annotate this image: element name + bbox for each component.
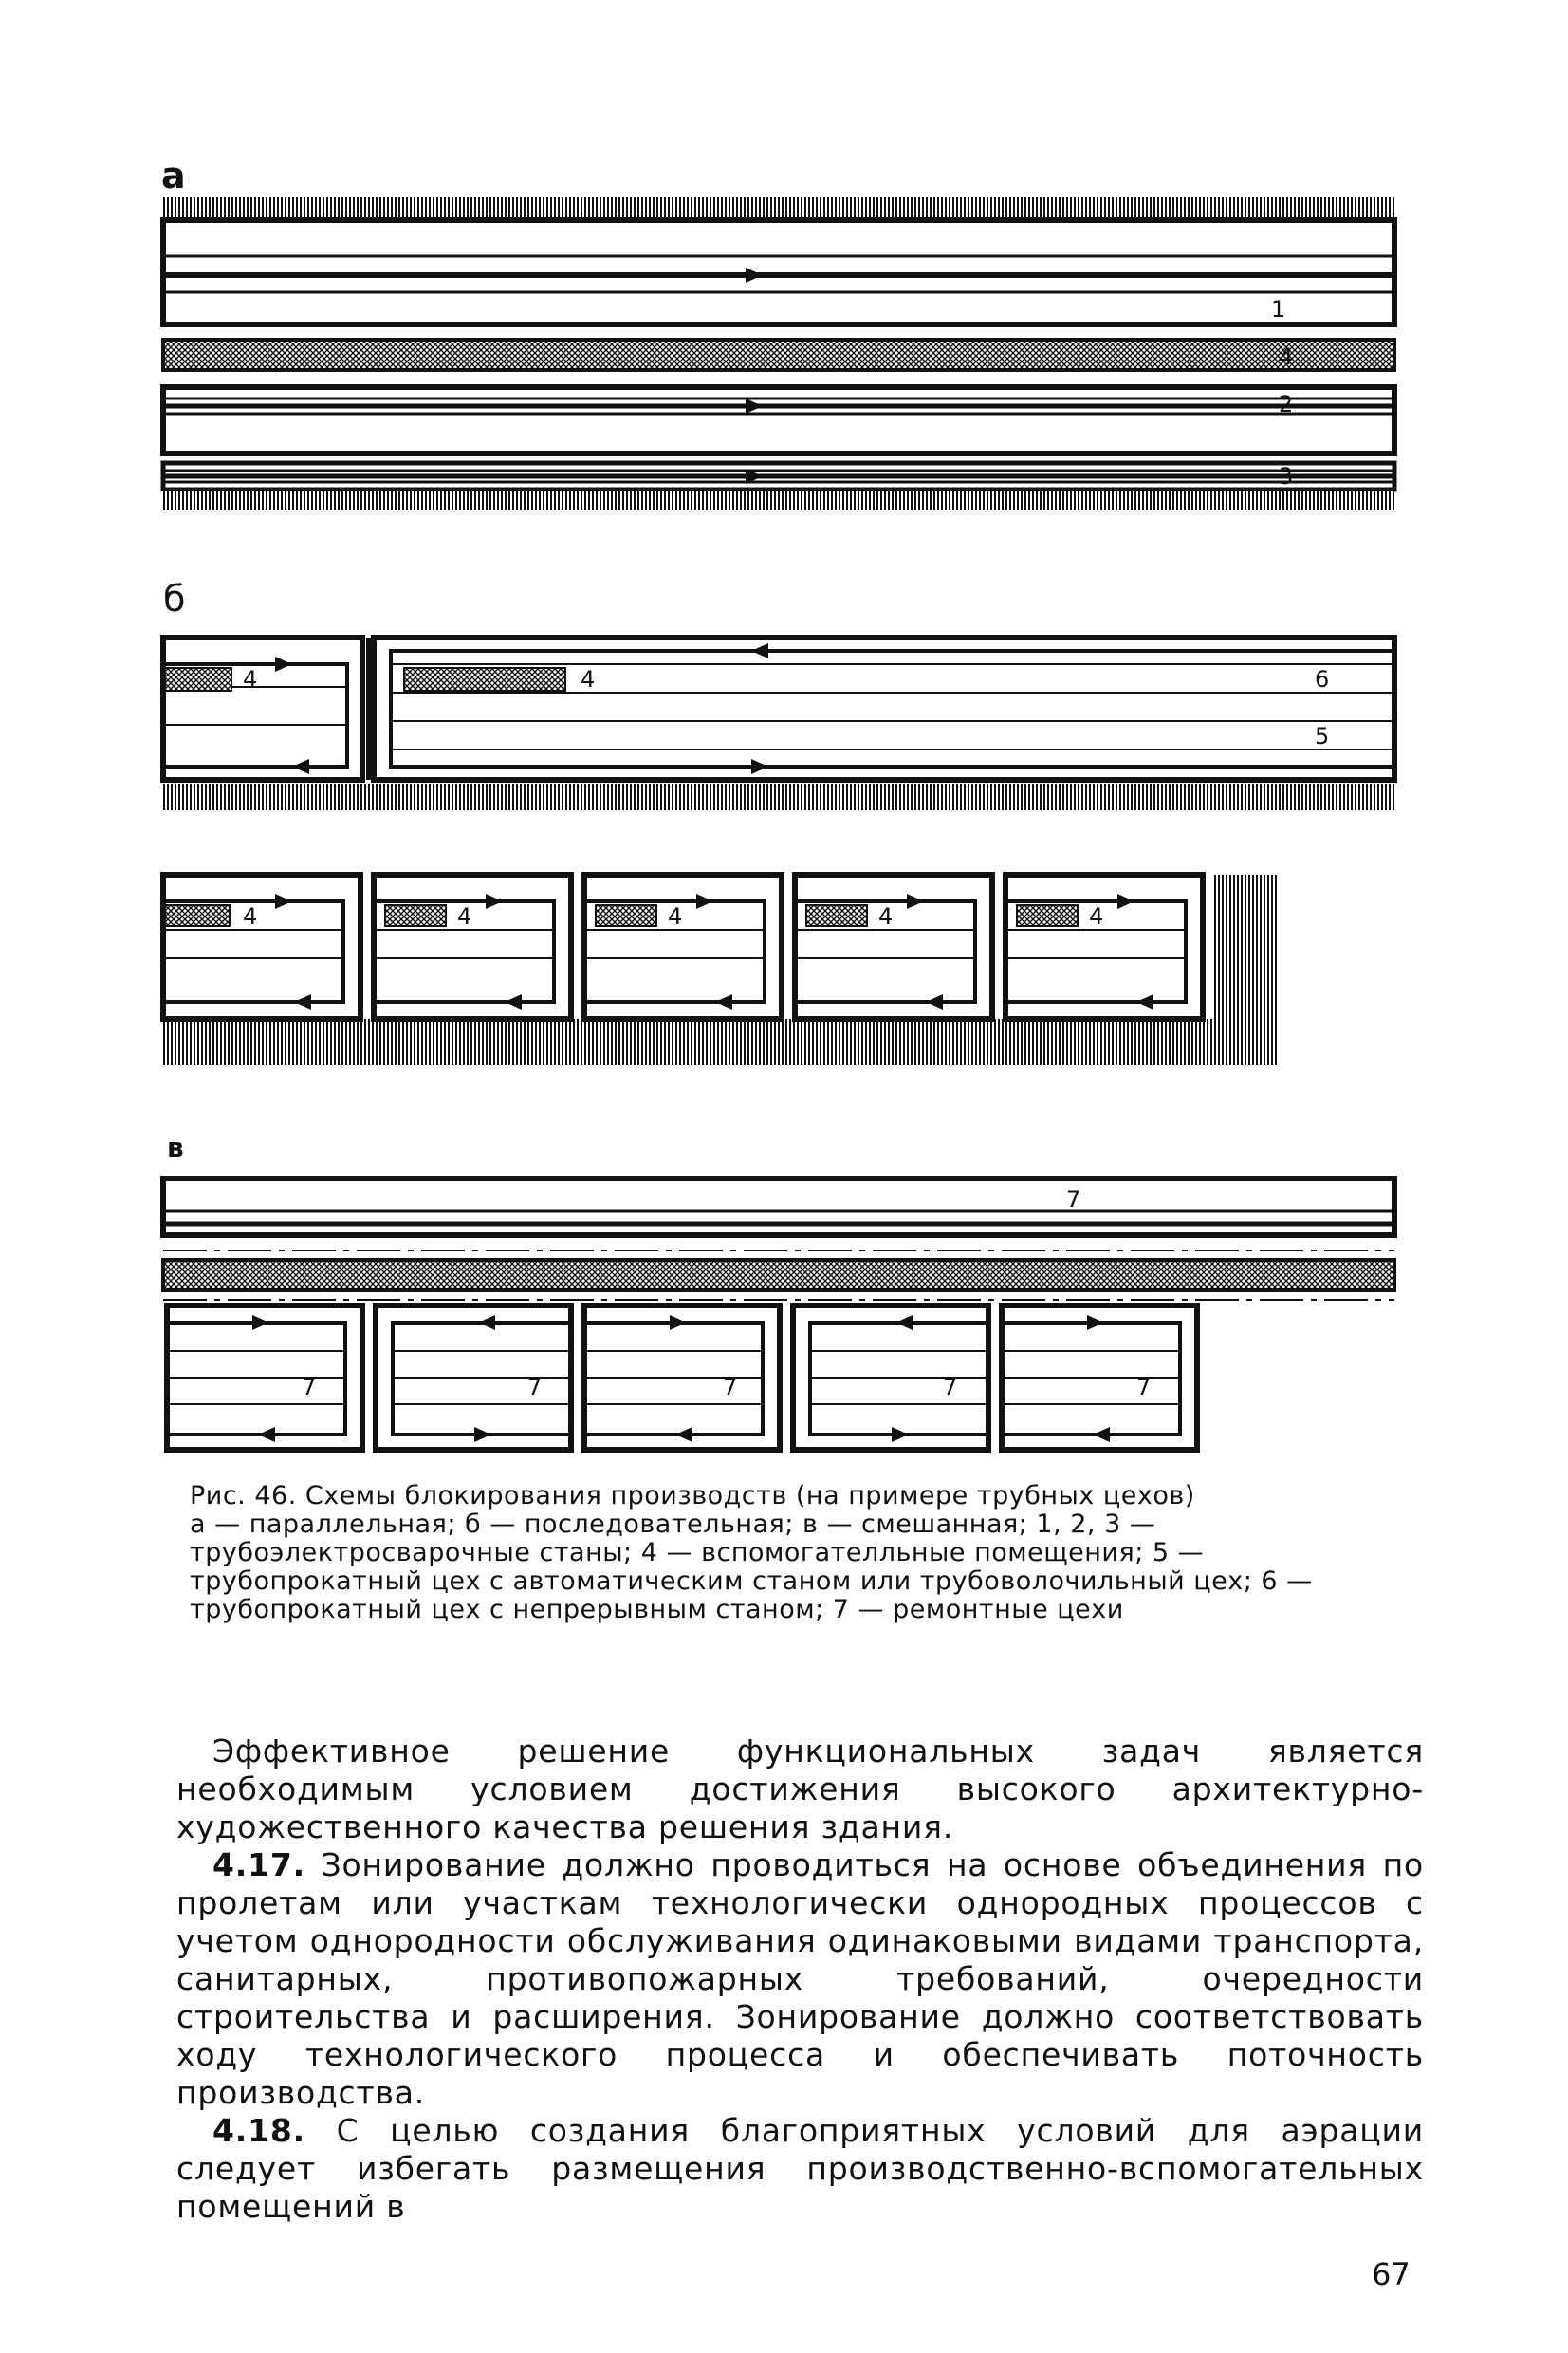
- scheme-b-row1: [161, 638, 1394, 810]
- label-7: 7: [302, 1374, 317, 1400]
- label-7: 7: [527, 1374, 543, 1400]
- wall-hatch-top: [161, 197, 1394, 218]
- label-5: 5: [1315, 723, 1330, 750]
- label-4: 4: [1279, 343, 1294, 370]
- clause-text: Зонирование должно проводиться на основе объединения по пролетам или участкам технологически однородных процессов с учетом однородности обслуживания одинаковыми видами транспорта, санитарных, противопожарных требований, очередности строительства и расширения. Зонирование должно соответствовать ходу технологического процесса и обеспечивать поточность производства.: [176, 1846, 1424, 2111]
- label-7: 7: [1136, 1374, 1152, 1400]
- paragraph: Эффективное решение функциональных задач является необходимым условием достижения высокого архитектурно-художественного качества решения здания.: [176, 1732, 1424, 1845]
- label-4: 4: [668, 903, 683, 930]
- label-7: 7: [723, 1374, 738, 1400]
- label-6: 6: [1315, 666, 1330, 693]
- clause-number: 4.17.: [212, 1846, 305, 1883]
- label-4: 4: [243, 666, 258, 693]
- caption-legend: а — параллельная; б — последовательная; в — смешанная; 1, 2, 3 — трубоэлектросварочные станы; 4 — вспомогателльные помещения; 5 — трубопрокатный цех с автоматическим станом или трубоволочильный цех; 6 — трубопрокатный цех с непрерывным станом; 7 — ремонтные цехи: [190, 1510, 1313, 1624]
- figure-caption: [190, 1482, 1404, 1624]
- scheme-b-row2: [161, 875, 1279, 1065]
- section-label-c: в: [167, 1132, 184, 1163]
- section-label-a: а: [161, 155, 186, 196]
- label-4: 4: [243, 903, 258, 930]
- label-2: 2: [1279, 391, 1294, 417]
- clause-number: 4.18.: [212, 2112, 305, 2149]
- block-small: [163, 638, 362, 780]
- label-3: 3: [1279, 463, 1294, 490]
- page-number: 67: [1372, 2256, 1411, 2292]
- section-label-b: б: [163, 578, 186, 620]
- label-1: 1: [1271, 296, 1286, 323]
- label-7: 7: [1066, 1186, 1081, 1213]
- label-7: 7: [943, 1374, 958, 1400]
- scheme-c-mixed: [163, 1178, 1394, 1450]
- repair-shop-strip: [163, 1178, 1394, 1235]
- paragraph: [176, 1846, 1424, 2112]
- label-4: 4: [457, 903, 472, 930]
- wall-hatch: [161, 1019, 1279, 1065]
- label-4: 4: [878, 903, 894, 930]
- scheme-a-parallel: [161, 197, 1394, 510]
- body-text: [176, 1732, 1424, 2226]
- aux-band-4: [163, 340, 1394, 370]
- label-4: 4: [1089, 903, 1104, 930]
- wall-hatch: [161, 784, 1394, 810]
- caption-title: Рис. 46. Схемы блокирования производств (на примере трубных цехов): [190, 1481, 1195, 1510]
- block-large: [374, 638, 1394, 780]
- aux-band-4: [163, 1260, 1394, 1290]
- wall-hatch-bottom: [161, 491, 1394, 510]
- clause-text: С целью создания благоприятных условий для аэрации следует избегать размещения производственно-вспомогательных помещений в: [176, 2112, 1424, 2225]
- label-4: 4: [581, 666, 596, 693]
- paragraph: [176, 2112, 1424, 2226]
